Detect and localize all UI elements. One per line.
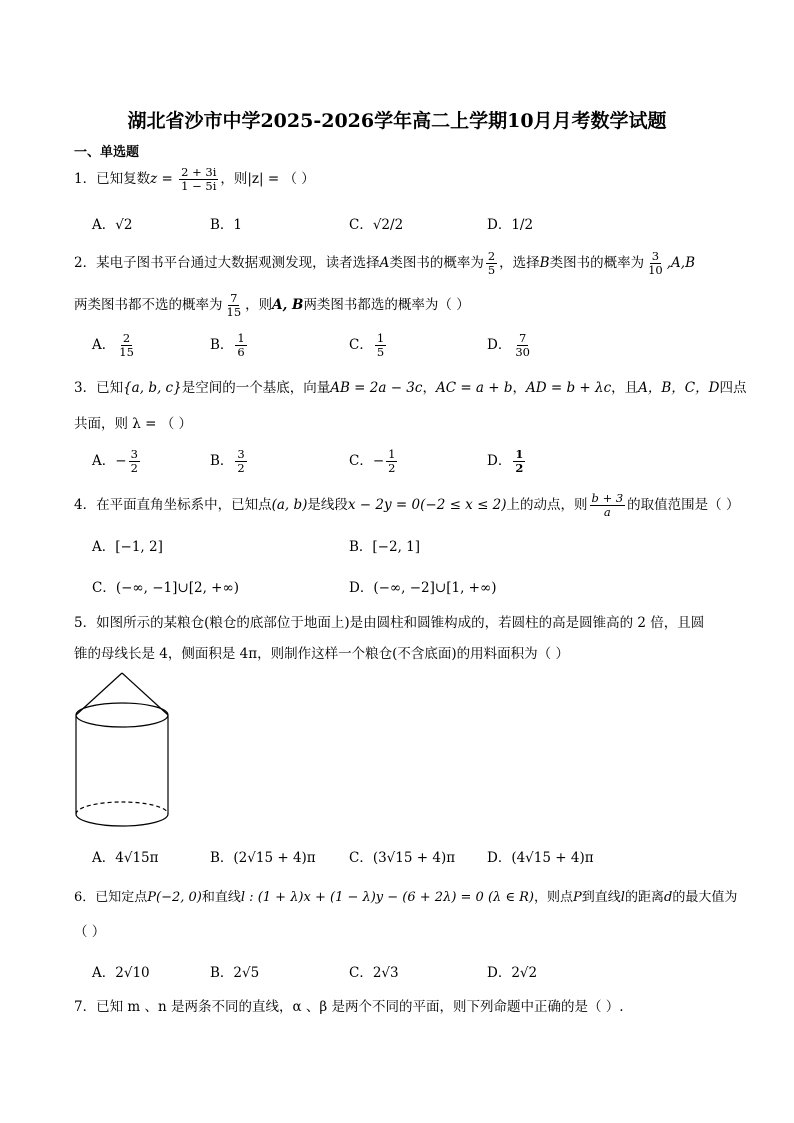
question-3-stem-line-1: 3．已知{a, b, c}是空间的一个基底，向量AB = 2a − 3c，AC = a + b，AD = b + λc，且A，B，C，D四点 [74, 380, 747, 396]
question-3-option-d[interactable]: D． $\frac{1}{2}$ [487, 447, 524, 475]
question-5-stem-line-1: 5．如图所示的某粮仓(粮仓的底部位于地面上)是由圆柱和圆锥构成的，若圆柱的高是圆锥高的 2 倍，且圆 [74, 615, 705, 631]
question-2-option-d[interactable]: D． $\frac{7}{30}$ [487, 331, 530, 359]
question-5-stem-line-2: 锥的母线长是 4，侧面积是 4π，则制作这样一个粮仓(不含底面)的用料面积为（ ） [74, 646, 569, 662]
question-6-option-a[interactable]: A．2√10 [92, 965, 150, 981]
question-4-option-a[interactable]: A．[−1, 2] [92, 539, 163, 555]
question-6-option-c[interactable]: C．2√3 [349, 965, 399, 981]
question-1-option-b[interactable]: B．1 [210, 217, 243, 233]
question-2-option-b[interactable]: B． $\frac{1}{6}$ [210, 331, 245, 359]
question-6-option-d[interactable]: D．2√2 [487, 965, 538, 981]
question-5-option-c[interactable]: C．(3√15 + 4)π [349, 850, 456, 866]
question-5-option-b[interactable]: B．(2√15 + 4)π [210, 850, 316, 866]
question-4-option-d[interactable]: D．(−∞, −2]∪[1, +∞) [349, 580, 497, 596]
question-4-stem: 4．在平面直角坐标系中，已知点(a, b)是线段x − 2y = 0(−2 ≤ x ≤ 2)上的动点，则 $\frac{b + 3}{a}$ 的取值范围是（ ） [74, 491, 740, 519]
question-7-stem: 7．已知 m 、n 是两条不同的直线，α 、β 是两个不同的平面，则下列命题中正确的是（ ）. [74, 999, 624, 1015]
question-2-option-a[interactable]: A． $\frac{2}{15}$ [92, 331, 134, 359]
question-3-option-b[interactable]: B． $\frac{3}{2}$ [210, 447, 245, 475]
question-1-option-d[interactable]: D．1/2 [487, 217, 534, 233]
question-6-option-b[interactable]: B．2√5 [210, 965, 260, 981]
question-2-stem-line-2: 两类图书都不选的概率为 $\frac{7}{15}$ ，则A, B两类图书都选的概率为（ ） [74, 291, 470, 319]
question-3-option-c[interactable]: C．− $\frac{1}{2}$ [349, 447, 396, 475]
cylinder-bottom-front-arc [76, 814, 168, 826]
question-2-option-c[interactable]: C． $\frac{1}{5}$ [349, 331, 385, 359]
question-6-stem-line-2: （ ） [74, 924, 106, 940]
cylinder-top-ellipse [76, 703, 168, 727]
question-1-stem: 1．已知复数z = $\frac{2 + 3i}{1 - 5i}$ ，则|z| = （ ） [74, 165, 315, 193]
question-5-option-a[interactable]: A．4√15π [92, 850, 159, 866]
question-6-stem-line-1: 6．已知定点P(−2, 0)和直线l : (1 + λ)x + (1 − λ)y − (6 + 2λ) = 0 (λ ∈ R)，则点P到直线l的距离d的最大值为 [74, 890, 738, 905]
cylinder-bottom-back-arc-dashed [76, 802, 168, 814]
question-2-stem-line-1: 2．某电子图书平台通过大数据观测发现，读者选择A类图书的概率为 $\frac{2}{5}$ ，选择B类图书的概率为 $\frac{3}{10}$ ,A,B [74, 249, 695, 277]
question-1-option-c[interactable]: C．√2/2 [349, 217, 404, 233]
question-5-option-d[interactable]: D．(4√15 + 4)π [487, 850, 594, 866]
granary-figure [70, 670, 180, 840]
question-4-option-b[interactable]: B．[−2, 1] [349, 539, 421, 555]
page-title: 湖北省沙市中学2025-2026学年高二上学期10月月考数学试题 [127, 110, 667, 132]
question-3-stem-line-2: 共面，则 λ = （ ） [74, 416, 193, 432]
question-4-option-c[interactable]: C．(−∞, −1]∪[2, +∞) [92, 580, 239, 596]
question-1-option-a[interactable]: A．√2 [92, 217, 133, 233]
section-heading: 一、单选题 [74, 145, 140, 160]
question-3-option-a[interactable]: A．− $\frac{3}{2}$ [92, 447, 138, 475]
